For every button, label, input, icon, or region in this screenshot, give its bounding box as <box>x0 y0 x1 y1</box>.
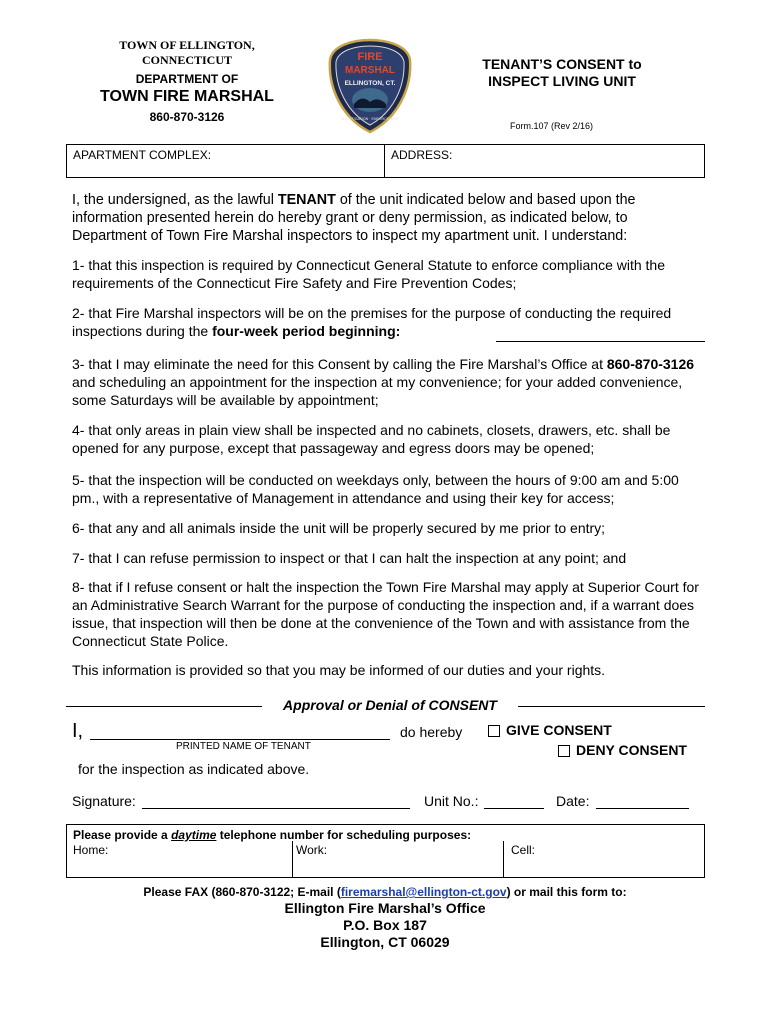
footer-fax-text: Please FAX (860-870-3122; E-mail ( <box>143 885 341 899</box>
unit-number-label: Unit No.: <box>424 793 479 809</box>
svg-text:MARSHAL: MARSHAL <box>345 65 395 76</box>
department-phone: 860-870-3126 <box>149 110 225 124</box>
do-hereby-label: do hereby <box>400 724 463 740</box>
fire-marshal-badge-logo <box>328 38 412 134</box>
telephone-instructions-start: Please provide a <box>73 828 172 842</box>
period-beginning-line[interactable] <box>496 341 705 342</box>
form-title-line2: INSPECT LIVING UNIT <box>488 73 636 89</box>
apartment-complex-field[interactable] <box>67 145 385 177</box>
svg-text:ELLINGTON, CT.: ELLINGTON, CT. <box>344 80 396 87</box>
item-2-bold: four-week period beginning: <box>212 323 401 339</box>
intro-tenant-bold: TENANT <box>277 192 336 208</box>
office-city: Ellington, CT 06029 <box>320 934 450 950</box>
town-name-line2: CONNECTICUT <box>141 53 232 67</box>
date-label: Date: <box>556 793 590 809</box>
item-3-text: 3- that I may eliminate the need for this Consent by calling the Fire Marshal’s Office at <box>72 356 607 372</box>
give-consent-label: GIVE CONSENT <box>506 722 612 738</box>
deny-consent-option[interactable] <box>558 742 687 758</box>
form-title <box>452 56 672 90</box>
date-line[interactable] <box>596 808 689 809</box>
apartment-address-box <box>66 144 705 178</box>
svg-text:FIRE: FIRE <box>357 51 383 63</box>
intro-text-end: of the unit indicated below and based upon the information presented herein do hereby grant or deny permission, as indicated below, to Department of Town Fire Marshal inspectors to inspect my apartment unit. I understand: <box>72 192 636 244</box>
closing-statement: This information is provided so that you may be informed of our duties and your rights. <box>72 662 606 678</box>
consent-i-label: I, <box>72 720 84 742</box>
department-name: TOWN FIRE MARSHAL <box>100 88 274 105</box>
town-name-line1: TOWN OF ELLINGTON, <box>119 38 255 52</box>
work-phone-label: Work: <box>296 843 328 857</box>
home-phone-label: Home: <box>73 843 109 857</box>
telephone-instructions <box>73 828 471 842</box>
office-po-box: P.O. Box 187 <box>343 917 427 933</box>
phone-divider-1 <box>292 841 293 877</box>
give-consent-option[interactable] <box>488 722 612 738</box>
item-7: 7- that I can refuse permission to inspect or that I can halt the inspection at any point; and <box>72 550 627 566</box>
cell-phone-label: Cell: <box>511 843 536 857</box>
item-6: 6- that any and all animals inside the unit will be properly secured by me prior to entry; <box>72 520 606 536</box>
address-label: ADDRESS: <box>391 148 453 162</box>
item-8: 8- that if I refuse consent or halt the inspection the Town Fire Marshal may apply at Superior Court for an Administrative Search Warrant for the purpose of conducting the inspection and, if a warrant does issue, that inspection will then be done at the convenience of the Town and with assistance from the Connecticut State Police. <box>72 579 699 649</box>
item-1: 1- that this inspection is required by Connecticut General Statute to enforce compliance with the requirements of the Connecticut Fire Safety and Fire Prevention Codes; <box>72 257 665 291</box>
header-department-block <box>92 38 282 124</box>
telephone-instructions-end: telephone number for scheduling purposes: <box>216 828 472 842</box>
deny-consent-checkbox[interactable] <box>558 745 570 757</box>
for-inspection-text: for the inspection as indicated above. <box>78 761 310 777</box>
daytime-emphasis: daytime <box>171 828 217 842</box>
form-number: Form.107 (Rev 2/16) <box>510 121 594 131</box>
printed-name-caption: PRINTED NAME OF TENANT <box>176 741 311 752</box>
item-2 <box>72 304 702 340</box>
deny-consent-label: DENY CONSENT <box>576 742 687 758</box>
item-3-text-end: and scheduling an appointment for the inspection at my convenience; for your added convenience, some Saturdays will be available by appointment; <box>72 374 683 408</box>
form-title-line1: TENANT’S CONSENT to <box>482 56 642 72</box>
footer-fax-text-end: ) or mail this form to: <box>506 885 627 899</box>
telephone-box <box>66 824 705 878</box>
apartment-complex-label: APARTMENT COMPLEX: <box>73 148 212 162</box>
phone-divider-2 <box>503 841 504 877</box>
item-3 <box>72 355 702 409</box>
intro-text-start: I, the undersigned, as the lawful <box>72 192 278 208</box>
office-name: Ellington Fire Marshal’s Office <box>284 900 486 916</box>
svg-text:INVESTIGATION · ENFORCEMENT: INVESTIGATION · ENFORCEMENT <box>340 117 400 121</box>
item-5: 5- that the inspection will be conducted on weekdays only, between the hours of 9:00 am and 5:00 pm., with a representative of Management in attendance and using their key for access; <box>72 472 679 506</box>
item-4: 4- that only areas in plain view shall be inspected and no cabinets, closets, drawers, etc. shall be opened for any purpose, except that passageway and egress doors may be opened; <box>72 422 671 456</box>
intro-paragraph <box>72 191 702 245</box>
signature-label: Signature: <box>72 793 136 809</box>
item-3-phone: 860-870-3126 <box>606 356 695 372</box>
give-consent-checkbox[interactable] <box>488 725 500 737</box>
department-label: DEPARTMENT OF <box>135 72 239 86</box>
email-link[interactable]: firemarshal@ellington-ct.gov <box>340 885 507 899</box>
address-field[interactable] <box>385 145 458 177</box>
tenant-name-line[interactable] <box>90 739 390 740</box>
signature-line[interactable] <box>142 808 410 809</box>
item-2-text: 2- that Fire Marshal inspectors will be on the premises for the purpose of conducting the required inspections during the <box>72 305 672 339</box>
consent-section-title: Approval or Denial of CONSENT <box>262 697 518 713</box>
unit-number-line[interactable] <box>484 808 544 809</box>
footer-fax-line <box>60 885 710 899</box>
